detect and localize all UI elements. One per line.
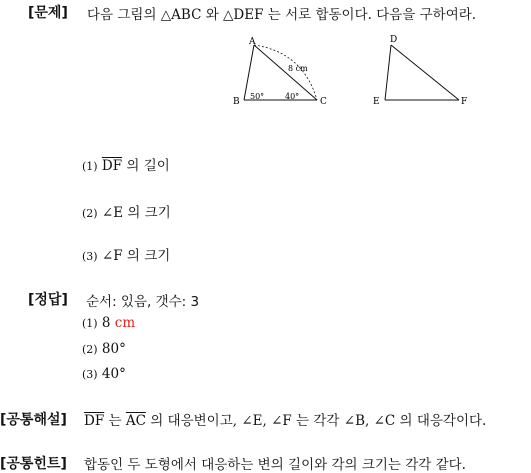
triangle-def xyxy=(373,35,467,107)
answer-item-1 xyxy=(82,315,135,331)
item-number: (2) xyxy=(82,343,98,356)
congruent-triangles-figure xyxy=(225,30,485,110)
vertex-c-label: C xyxy=(320,97,327,107)
angle-b-label: 50° xyxy=(250,92,265,101)
hint-text: 합동인 두 도형에서 대응하는 변의 길이와 각의 크기는 각각 같다. xyxy=(84,457,466,473)
item-number: (1) xyxy=(82,317,98,330)
answer-tag: [정답] xyxy=(28,292,68,308)
segment-df: $\overline{DF}$ xyxy=(84,413,105,429)
answer-value: 8 xyxy=(101,315,111,331)
item-text: ∠E 의 크기 xyxy=(101,205,171,221)
item-text: ∠F 의 크기 xyxy=(101,248,171,264)
answer-item-3 xyxy=(82,366,126,382)
answer-unit: cm xyxy=(114,315,136,331)
angle-c-label: 40° xyxy=(285,92,300,101)
answer-value: 80° xyxy=(101,341,126,357)
vertex-b-label: B xyxy=(233,97,240,107)
item-number: (3) xyxy=(82,250,98,263)
problem-instruction: 다음 그림의 △ABC 와 △DEF 는 서로 합동이다. 다음을 구하여라. xyxy=(87,7,477,23)
problem-item-2 xyxy=(82,201,171,221)
segment-df: $\overline{DF}$ xyxy=(101,158,123,174)
explanation-text xyxy=(84,409,486,429)
vertex-d-label: D xyxy=(390,35,398,45)
length-label: 8 cm xyxy=(288,64,308,73)
problem-item-1 xyxy=(82,154,170,174)
item-text: 의 길이 xyxy=(122,158,170,174)
explanation-tag: [공통해설] xyxy=(0,412,67,428)
item-number: (3) xyxy=(82,368,98,381)
explanation-fragment: 는 xyxy=(104,413,126,429)
answer-item-2 xyxy=(82,341,126,357)
item-number: (2) xyxy=(82,207,98,220)
explanation-fragment: 의 대응변이고, ∠E, ∠F 는 각각 ∠B, ∠C 의 대응각이다. xyxy=(145,413,487,429)
vertex-f-label: F xyxy=(461,97,468,107)
answer-value: 40° xyxy=(101,366,126,382)
problem-tag: [문제] xyxy=(28,5,68,21)
segment-ac: $\overline{AC}$ xyxy=(125,413,146,429)
vertex-e-label: E xyxy=(373,97,380,107)
problem-item-3 xyxy=(82,244,170,264)
vertex-a-label: A xyxy=(249,37,256,47)
triangle-abc xyxy=(233,37,327,107)
item-number: (1) xyxy=(82,160,98,173)
answer-meta: 순서: 있음, 갯수: 3 xyxy=(86,294,200,310)
hint-tag: [공통힌트] xyxy=(0,456,67,472)
